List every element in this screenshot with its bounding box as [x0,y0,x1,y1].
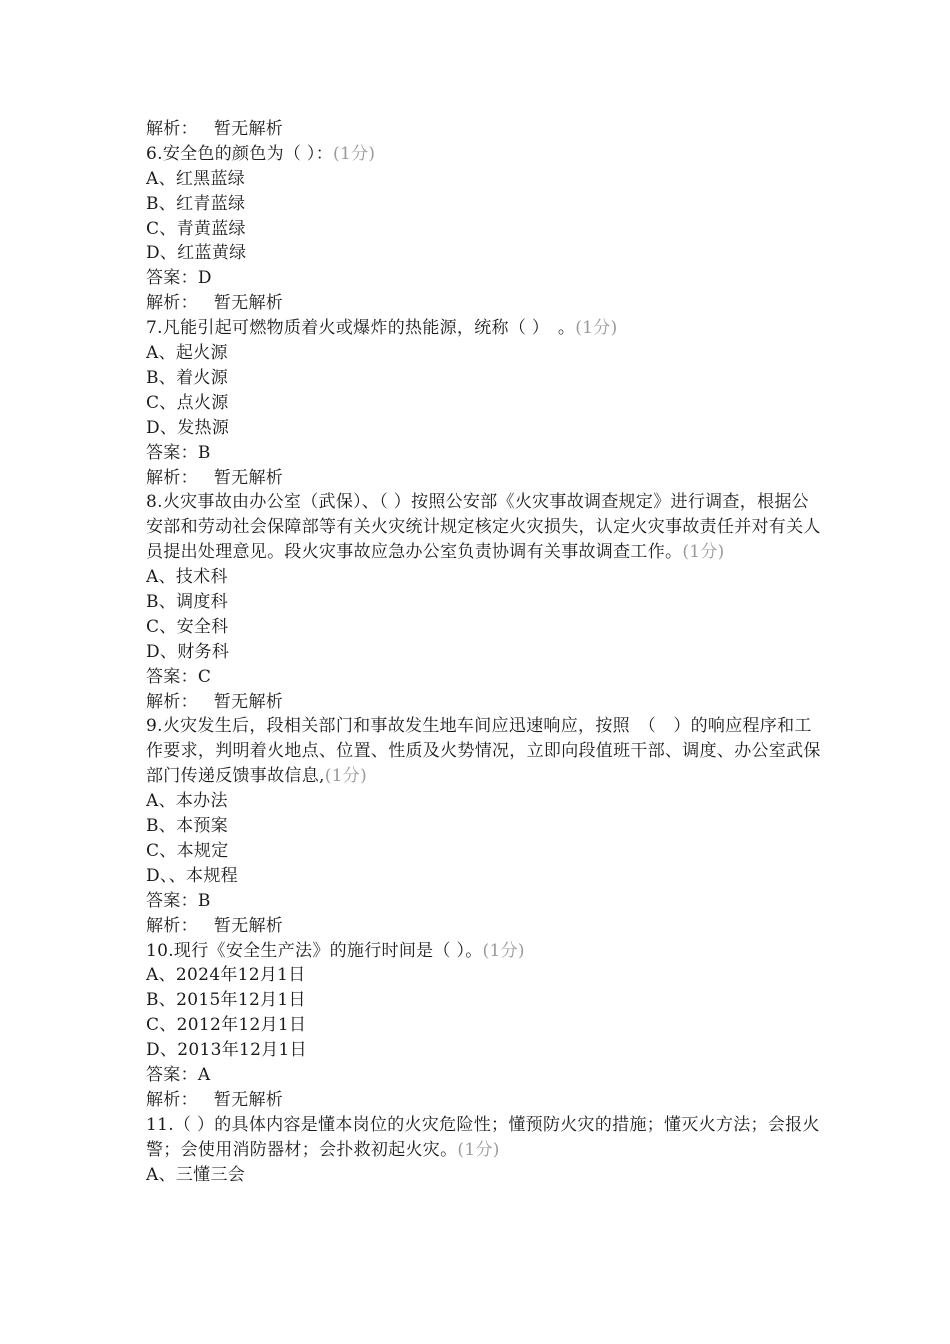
answer-line [146,665,826,690]
option-b: B、本预案 [146,816,228,837]
option-a: A、技术科 [146,567,228,588]
question-score: (1分) [575,318,618,339]
answer-value: C [197,666,212,687]
question-score: (1分) [457,1139,500,1160]
option-a: A、本办法 [146,791,228,812]
question-score: (1分) [333,143,376,164]
answer-value: A [197,1064,211,1085]
answer-line [146,266,826,291]
analysis-text: 暂无解析 [213,467,284,488]
question-stem-text: 8.火灾事故由办公室（武保）、（ ）按照公安部《火灾事故调查规定》进行调查，根据公安部和劳动社会保障部等有关火灾统计规定核定火灾损失，认定火灾事故责任并对有关人员提出处理意见。段火灾事故应急办公室负责协调有关事故调查工作。 [146,492,821,563]
analysis-text: 暂无解析 [213,915,284,936]
option-c: C、安全科 [146,616,229,637]
question-block [146,939,826,1113]
question-stem-text: 7.凡能引起可燃物质着火或爆炸的热能源，统称（ ） 。 [146,318,576,339]
option-b: B、调度科 [146,592,228,612]
answer-label: 答案： [146,890,198,911]
analysis-line [146,466,826,491]
question-stem [146,939,826,964]
analysis-label: 解析： [146,691,198,712]
question-block [146,490,826,714]
analysis-line [146,291,826,316]
question-score: (1分) [324,766,367,787]
option-d: D、2013年12月1日 [146,1040,307,1061]
option-d: D、发热源 [146,417,230,438]
option-b: B、2015年12月1日 [146,990,306,1011]
analysis-text: 暂无解析 [213,119,284,139]
question-stem-text: 10.现行《安全生产法》的施行时间是（ ）。 [146,940,483,961]
option-d: D、、本规程 [146,865,238,886]
analysis-label: 解析： [146,1089,198,1110]
option-a: A、2024年12月1日 [146,965,306,986]
question-stem [146,714,826,789]
option-a: A、起火源 [146,343,228,364]
answer-line [146,1063,826,1088]
answer-value: B [197,890,211,911]
option-c: C、点火源 [146,392,229,413]
answer-line [146,889,826,914]
answer-label: 答案： [146,442,198,463]
question-stem-text: 9.火灾发生后，段相关部门和事故发生地车间应迅速响应，按照 （ ）的响应程序和工作要求，判明着火地点、位置、性质及火势情况，立即向段值班干部、调度、办公室武保部门传递反馈事故信息, [146,716,821,787]
answer-line [146,441,826,466]
analysis-text: 暂无解析 [213,691,284,712]
answer-value: D [197,268,212,289]
answer-label: 答案： [146,666,198,687]
analysis-label: 解析： [146,119,198,139]
answer-label: 答案： [146,268,198,289]
analysis-line [146,914,826,939]
document-page [146,117,826,1187]
analysis-text: 暂无解析 [213,1089,284,1110]
answer-label: 答案： [146,1064,198,1085]
question-stem [146,316,826,341]
question-stem [146,1113,826,1163]
option-a: A、三懂三会 [146,1164,246,1185]
question-block [146,316,826,490]
analysis-label: 解析： [146,915,198,936]
option-c: C、青黄蓝绿 [146,218,246,239]
question-stem-text: 6.安全色的颜色为（ ）： [146,143,334,164]
answer-value: B [197,442,211,463]
option-c: C、2012年12月1日 [146,1015,307,1036]
analysis-label: 解析： [146,467,198,488]
analysis-text: 暂无解析 [213,293,284,314]
option-c: C、本规定 [146,840,229,861]
option-d: D、红蓝黄绿 [146,243,247,264]
question-score: (1分) [482,940,525,961]
question-stem-text: 11.（ ）的具体内容是懂本岗位的火灾危险性；懂预防火灾的措施；懂灭火方法；会报火警；会使用消防器材；会扑救初起火灾。 [146,1114,820,1160]
question-block [146,714,826,938]
question-stem [146,142,826,167]
option-b: B、红青蓝绿 [146,193,246,214]
question-block [146,1113,826,1188]
analysis-line [146,690,826,715]
question-stem [146,490,826,565]
analysis-label: 解析： [146,293,198,314]
analysis-line [146,117,826,142]
analysis-line [146,1088,826,1113]
question-block [146,142,826,316]
question-score: (1分) [682,542,725,563]
option-d: D、财务科 [146,641,230,662]
option-b: B、着火源 [146,367,228,388]
option-a: A、红黑蓝绿 [146,168,246,189]
